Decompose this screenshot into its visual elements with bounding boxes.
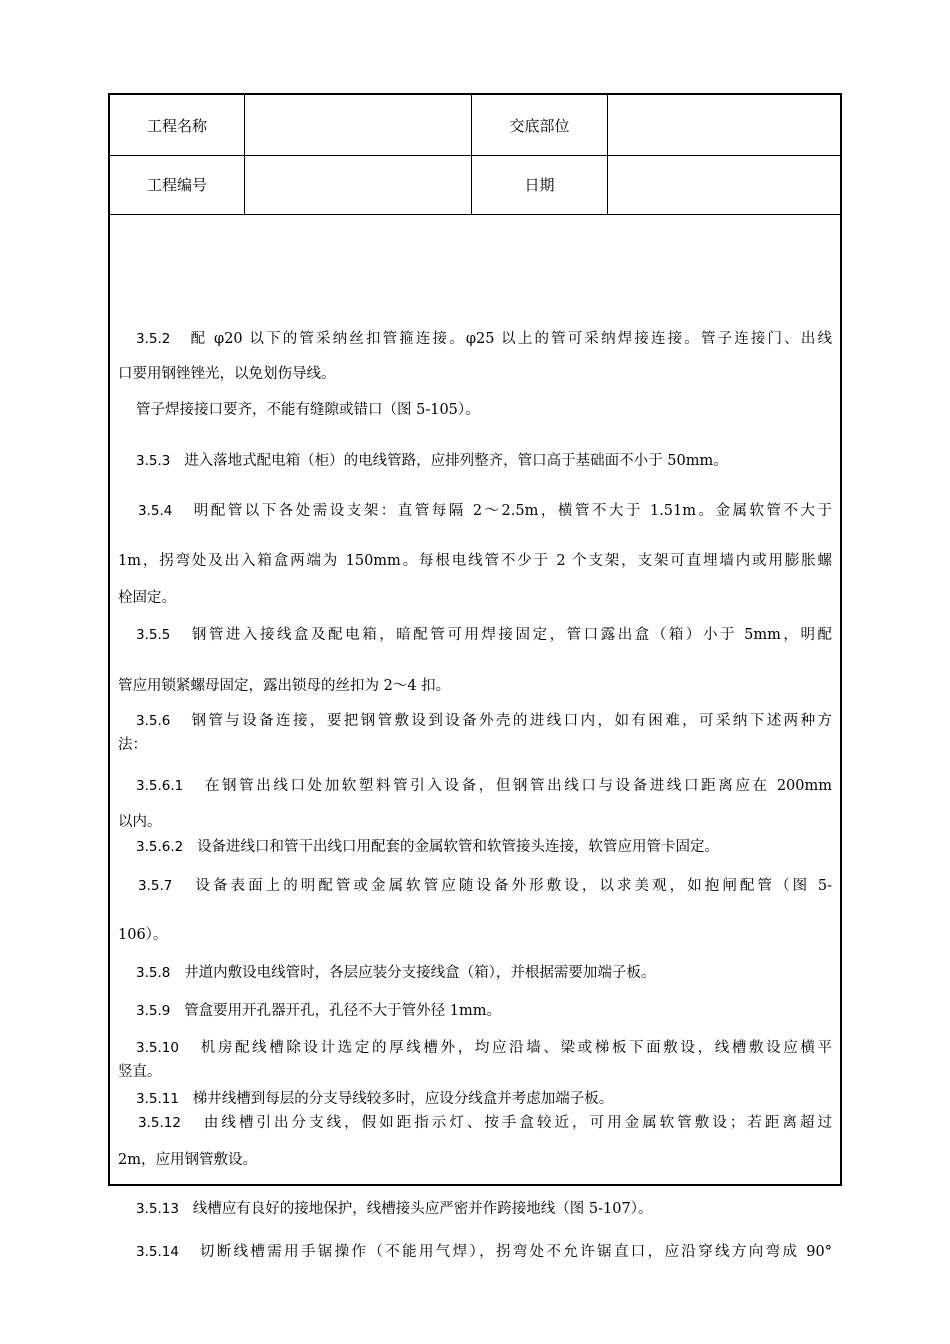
date-label: 日期 [472, 155, 608, 214]
text-line: 3.5.14 切断线槽需用手锯操作（不能用气焊），拐弯处不允许锯直口，应沿穿线方向弯成 90° [136, 1244, 832, 1260]
location-value [608, 95, 840, 155]
text-line: 3.5.6.1 在钢管出线口处加软塑料管引入设备，但钢管出线口与设备进线口距离应在 200mm [136, 778, 833, 794]
text-line: 3.5.9 管盒要用开孔器开孔，孔径不大于管外径 1mm。 [136, 1003, 502, 1019]
text-line: 口要用钢锉锉光，以免划伤导线。 [118, 366, 336, 382]
text-line: 3.5.8 井道内敷设电线管时，各层应装分支接线盒（箱），并根据需要加端子板。 [136, 965, 656, 981]
text-line: 管应用锁紧螺母固定，露出锁母的丝扣为 2～4 扣。 [118, 678, 451, 694]
text-line: 3.5.2 配 φ20 以下的管采纳丝扣管箍连接。φ25 以上的管可采纳焊接连接。管子连接门、出线 [136, 331, 832, 347]
text-line: 法： [118, 737, 147, 753]
project-no-value [245, 155, 472, 214]
text-line: 1m，拐弯处及出入箱盒两端为 150mm。每根电线管不少于 2 个支架，支架可直埋墙内或用膨胀螺 [118, 553, 832, 569]
project-no-label: 工程编号 [110, 155, 245, 214]
location-label: 交底部位 [472, 95, 608, 155]
text-line: 3.5.12 由线槽引出分支线，假如距指示灯、按手盒较近，可用金属软管敷设；若距离超过 [138, 1115, 833, 1131]
text-line: 106）。 [118, 927, 168, 943]
project-name-value [245, 95, 472, 155]
text-line: 3.5.6.2 设备进线口和管干出线口用配套的金属软管和软管接头连接，软管应用管卡固定。 [136, 839, 720, 855]
text-line: 3.5.3 进入落地式配电箱（柜）的电线管路，应排列整齐，管口高于基础面不小于 50mm。 [136, 453, 728, 469]
text-line: 以内。 [118, 814, 162, 830]
text-line: 3.5.4 明配管以下各处需设支架：直管每隔 2～2.5m，横管不大于 1.51m。金属软管不大于 [138, 503, 833, 519]
header-row-2 [110, 155, 840, 215]
text-line: 3.5.11 梯井线槽到每层的分支导线较多时，应设分线盒并考虑加端子板。 [136, 1091, 614, 1107]
text-line: 3.5.10 机房配线槽除设计选定的厚线槽外，均应沿墙、梁或梯板下面敷设，线槽敷设应横平 [136, 1040, 833, 1056]
text-line: 2m，应用钢管敷设。 [118, 1152, 257, 1168]
date-value [608, 155, 840, 214]
text-line: 栓固定。 [118, 590, 176, 606]
text-line: 3.5.7 设备表面上的明配管或金属软管应随设备外形敷设，以求美观，如抱闸配管（图 5- [138, 878, 833, 894]
text-line: 3.5.6 钢管与设备连接，要把钢管敷设到设备外壳的进线口内，如有困难，可采纳下述两种方 [136, 713, 833, 729]
text-line: 管子焊接接口要齐，不能有缝隙或错口（图 5-105）。 [136, 402, 480, 418]
text-line: 3.5.5 钢管进入接线盒及配电箱，暗配管可用焊接固定，管口露出盒（箱）小于 5mm，明配 [136, 627, 832, 643]
text-line: 竖直。 [118, 1064, 162, 1080]
disclosure-body [110, 214, 840, 1260]
project-name-label: 工程名称 [110, 95, 245, 155]
text-line: 3.5.13 线槽应有良好的接地保护，线槽接头应严密并作跨接地线（图 5-107）。 [136, 1201, 653, 1217]
disclosure-form [108, 93, 842, 1260]
header-row-1 [110, 95, 840, 156]
